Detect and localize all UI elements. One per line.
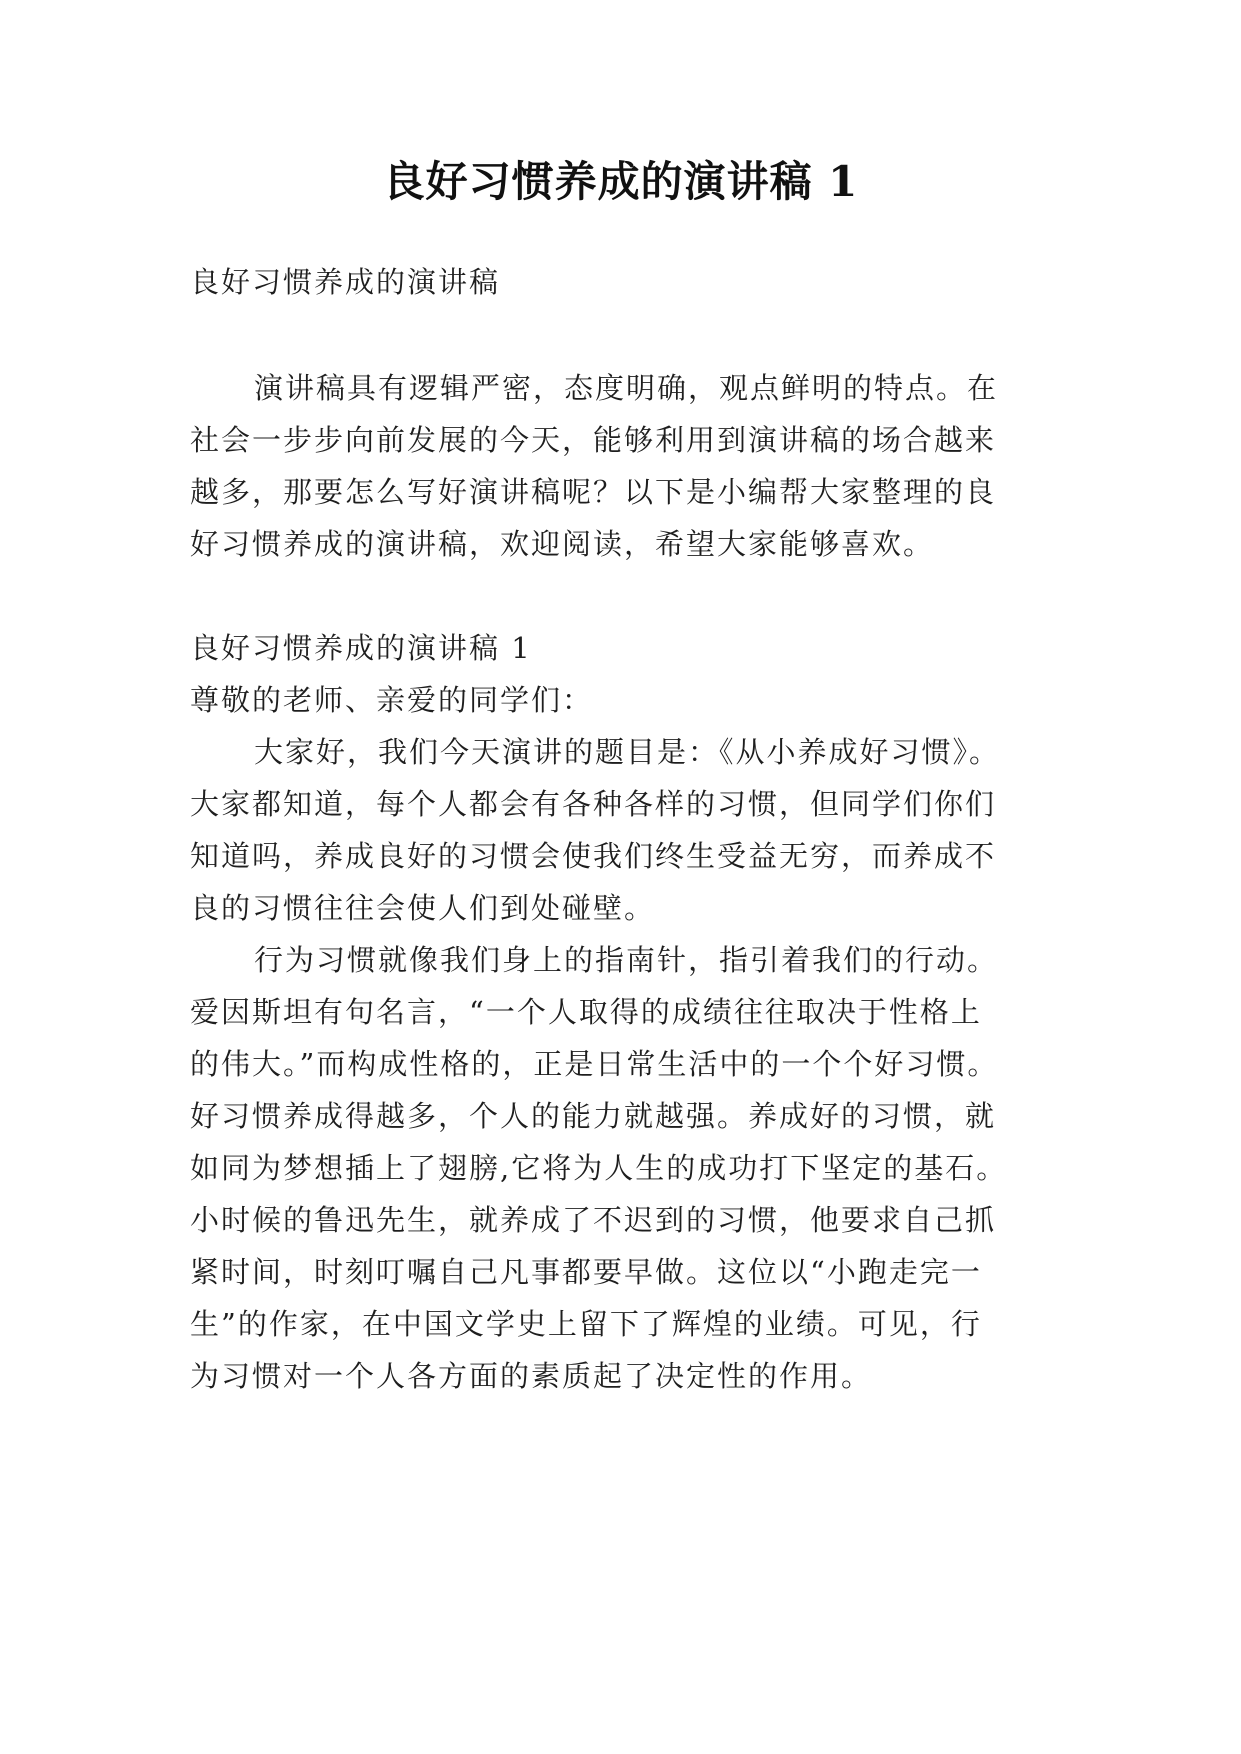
paragraph-line: 小时候的鲁迅先生，就养成了不迟到的习惯，他要求自己抓 — [190, 1203, 997, 1237]
paragraph-line: 知道吗，养成良好的习惯会使我们终生受益无穷，而养成不 — [190, 839, 997, 873]
paragraph-line: 为习惯对一个人各方面的素质起了决定性的作用。 — [190, 1359, 873, 1393]
intro-line: 社会一步步向前发展的今天，能够利用到演讲稿的场合越来 — [190, 423, 997, 457]
paragraph-line: 紧时间，时刻叮嘱自己凡事都要早做。这位以“小跑走完一 — [190, 1255, 982, 1289]
paragraph-line: 的伟大。”而构成性格的，正是日常生活中的一个个好习惯。 — [190, 1047, 999, 1081]
paragraph-line: 如同为梦想插上了翅膀,它将为人生的成功打下坚定的基石。 — [190, 1151, 1008, 1185]
paragraph-line: 生”的作家，在中国文学史上留下了辉煌的业绩。可见，行 — [190, 1307, 982, 1341]
intro-line: 演讲稿具有逻辑严密，态度明确，观点鲜明的特点。在 — [254, 371, 999, 405]
paragraph-line: 良的习惯往往会使人们到处碰壁。 — [190, 891, 656, 925]
document-title: 良好习惯养成的演讲稿 1 — [382, 157, 859, 206]
paragraph-line: 大家好，我们今天演讲的题目是：《从小养成好习惯》。 — [254, 735, 1001, 769]
document-subtitle: 良好习惯养成的演讲稿 — [190, 265, 501, 299]
paragraph-line: 好习惯养成得越多，个人的能力就越强。养成好的习惯，就 — [190, 1099, 997, 1133]
intro-line: 好习惯养成的演讲稿，欢迎阅读，希望大家能够喜欢。 — [190, 527, 935, 561]
section-heading: 良好习惯养成的演讲稿 1 — [190, 631, 532, 665]
paragraph-line: 行为习惯就像我们身上的指南针，指引着我们的行动。 — [254, 943, 999, 977]
intro-line: 越多，那要怎么写好演讲稿呢？以下是小编帮大家整理的良 — [190, 475, 997, 509]
paragraph-line: 大家都知道，每个人都会有各种各样的习惯，但同学们你们 — [190, 787, 997, 821]
paragraph-line: 爱因斯坦有句名言，“一个人取得的成绩往往取决于性格上 — [190, 995, 982, 1029]
salutation: 尊敬的老师、亲爱的同学们： — [190, 683, 594, 717]
